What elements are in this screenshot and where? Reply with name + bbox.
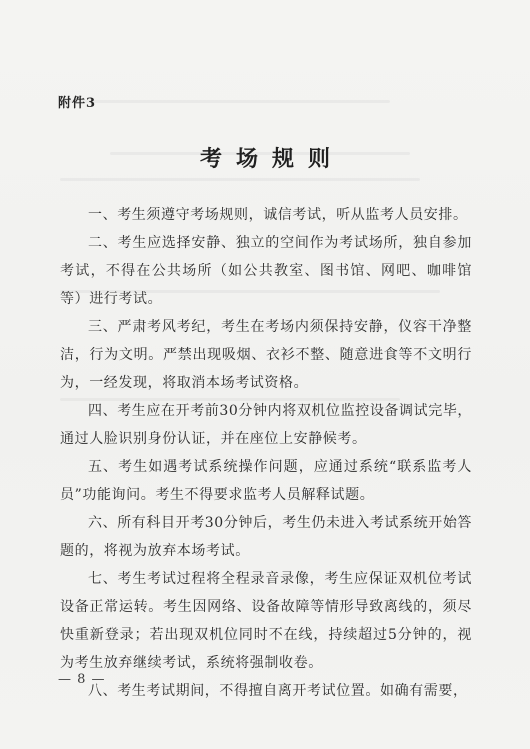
rule-paragraph-4: 四、考生应在开考前30分钟内将双机位监控设备调试完毕，通过人脸识别身份认证，并在座位上安静候考。	[60, 403, 473, 447]
rule-paragraph-3: 三、严肃考风考纪，考生在考场内须保持安静，仪容干净整洁，行为文明。严禁出现吸烟、衣衫不整、随意进食等不文明行为，一经发现，将取消本场考试资格。	[60, 319, 472, 391]
rule-paragraph-2: 二、考生应选择安静、独立的空间作为考试场所，独自参加考试，不得在公共场所（如公共教室、图书馆、网吧、咖啡馆等）进行考试。	[60, 235, 472, 307]
rule-paragraph-5: 五、考生如遇考试系统操作问题，应通过系统“联系监考人员”功能询问。考生不得要求监考人员解释试题。	[60, 459, 472, 503]
attachment-label: 附件3	[58, 96, 97, 111]
rule-paragraph-7: 七、考生考试过程将全程录音录像，考生应保证双机位考试设备正常运转。考生因网络、设备故障等情形导致离线的，须尽快重新登录；若出现双机位同时不在线，持续超过5分钟的，视为考生放弃继续考试，系统将强制收卷。	[60, 571, 472, 671]
document-title: 考场规则	[199, 146, 344, 172]
show-through-line	[60, 100, 390, 103]
show-through-line	[60, 178, 420, 181]
rules-body	[60, 201, 472, 705]
rule-paragraph-8: 八、考生考试期间，不得擅自离开考试位置。如确有需要，	[88, 683, 468, 699]
page-number: — 8 —	[58, 672, 106, 687]
rule-paragraph-6: 六、所有科目开考30分钟后，考生仍未进入考试系统开始答题的，将视为放弃本场考试。	[60, 515, 473, 559]
rule-paragraph-1: 一、考生须遵守考场规则，诚信考试，听从监考人员安排。	[88, 207, 468, 223]
